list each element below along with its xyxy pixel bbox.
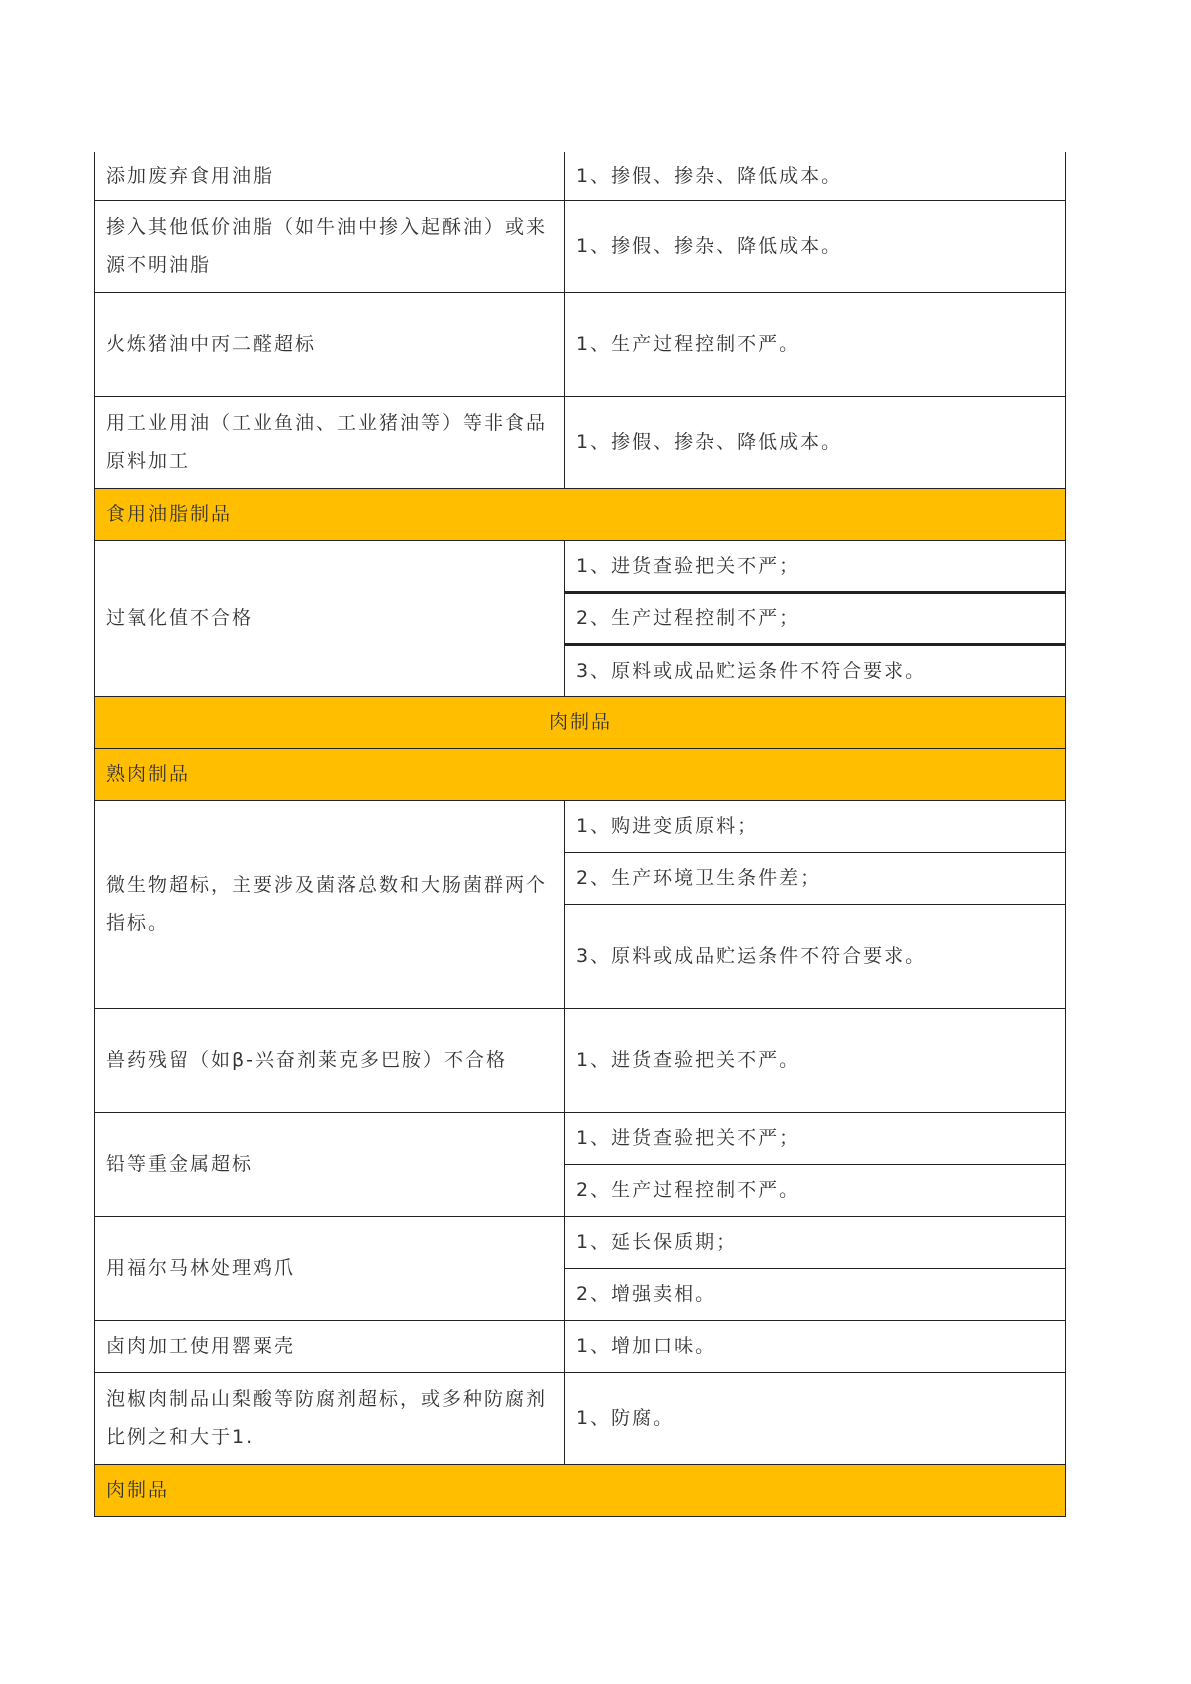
section-banner-row	[95, 488, 1066, 540]
cause-cell: 2、生产环境卫生条件差；	[565, 852, 1066, 904]
issue-cell: 卤肉加工使用罂粟壳	[95, 1320, 565, 1372]
issue-cell: 用福尔马林处理鸡爪	[95, 1216, 565, 1320]
table-row	[95, 292, 1066, 396]
cause-cell: 1、掺假、掺杂、降低成本。	[565, 200, 1066, 292]
issue-cell: 微生物超标，主要涉及菌落总数和大肠菌群两个指标。	[95, 800, 565, 1008]
table-row	[95, 1320, 1066, 1372]
issue-cell: 掺入其他低价油脂（如牛油中掺入起酥油）或来源不明油脂	[95, 200, 565, 292]
issue-cell: 兽药残留（如β-兴奋剂莱克多巴胺）不合格	[95, 1008, 565, 1112]
section-banner-row	[95, 696, 1066, 748]
section-banner: 肉制品	[95, 1464, 1066, 1516]
table-row	[95, 396, 1066, 488]
cause-cell: 1、增加口味。	[565, 1320, 1066, 1372]
table-row	[95, 1008, 1066, 1112]
cause-cell: 1、生产过程控制不严。	[565, 292, 1066, 396]
cause-cell: 1、进货查验把关不严；	[565, 540, 1066, 592]
issue-cell: 火炼猪油中丙二醛超标	[95, 292, 565, 396]
cause-cell: 1、掺假、掺杂、降低成本。	[565, 396, 1066, 488]
issue-cell: 铅等重金属超标	[95, 1112, 565, 1216]
cause-cell: 2、生产过程控制不严；	[565, 592, 1066, 644]
cause-cell: 1、防腐。	[565, 1372, 1066, 1464]
section-banner-row	[95, 748, 1066, 800]
table-row	[95, 152, 1066, 200]
section-banner: 熟肉制品	[95, 748, 1066, 800]
cause-cell: 1、进货查验把关不严。	[565, 1008, 1066, 1112]
hazard-table	[94, 152, 1066, 1517]
issue-cell: 添加废弃食用油脂	[95, 152, 565, 200]
table-row	[95, 1216, 1066, 1268]
table-row	[95, 800, 1066, 852]
cause-cell: 1、延长保质期；	[565, 1216, 1066, 1268]
issue-cell: 过氧化值不合格	[95, 540, 565, 696]
cause-cell: 3、原料或成品贮运条件不符合要求。	[565, 904, 1066, 1008]
issue-cell: 泡椒肉制品山梨酸等防腐剂超标，或多种防腐剂比例之和大于1.	[95, 1372, 565, 1464]
section-banner: 肉制品	[95, 696, 1066, 748]
cause-cell: 2、生产过程控制不严。	[565, 1164, 1066, 1216]
cause-cell: 1、进货查验把关不严；	[565, 1112, 1066, 1164]
cause-cell: 1、掺假、掺杂、降低成本。	[565, 152, 1066, 200]
cause-cell: 2、增强卖相。	[565, 1268, 1066, 1320]
table-row	[95, 540, 1066, 592]
section-banner-row	[95, 1464, 1066, 1516]
table-row	[95, 1112, 1066, 1164]
cause-cell: 1、购进变质原料；	[565, 800, 1066, 852]
issue-cell: 用工业用油（工业鱼油、工业猪油等）等非食品原料加工	[95, 396, 565, 488]
section-banner: 食用油脂制品	[95, 488, 1066, 540]
table-row	[95, 200, 1066, 292]
cause-cell: 3、原料或成品贮运条件不符合要求。	[565, 644, 1066, 696]
table-row	[95, 1372, 1066, 1464]
